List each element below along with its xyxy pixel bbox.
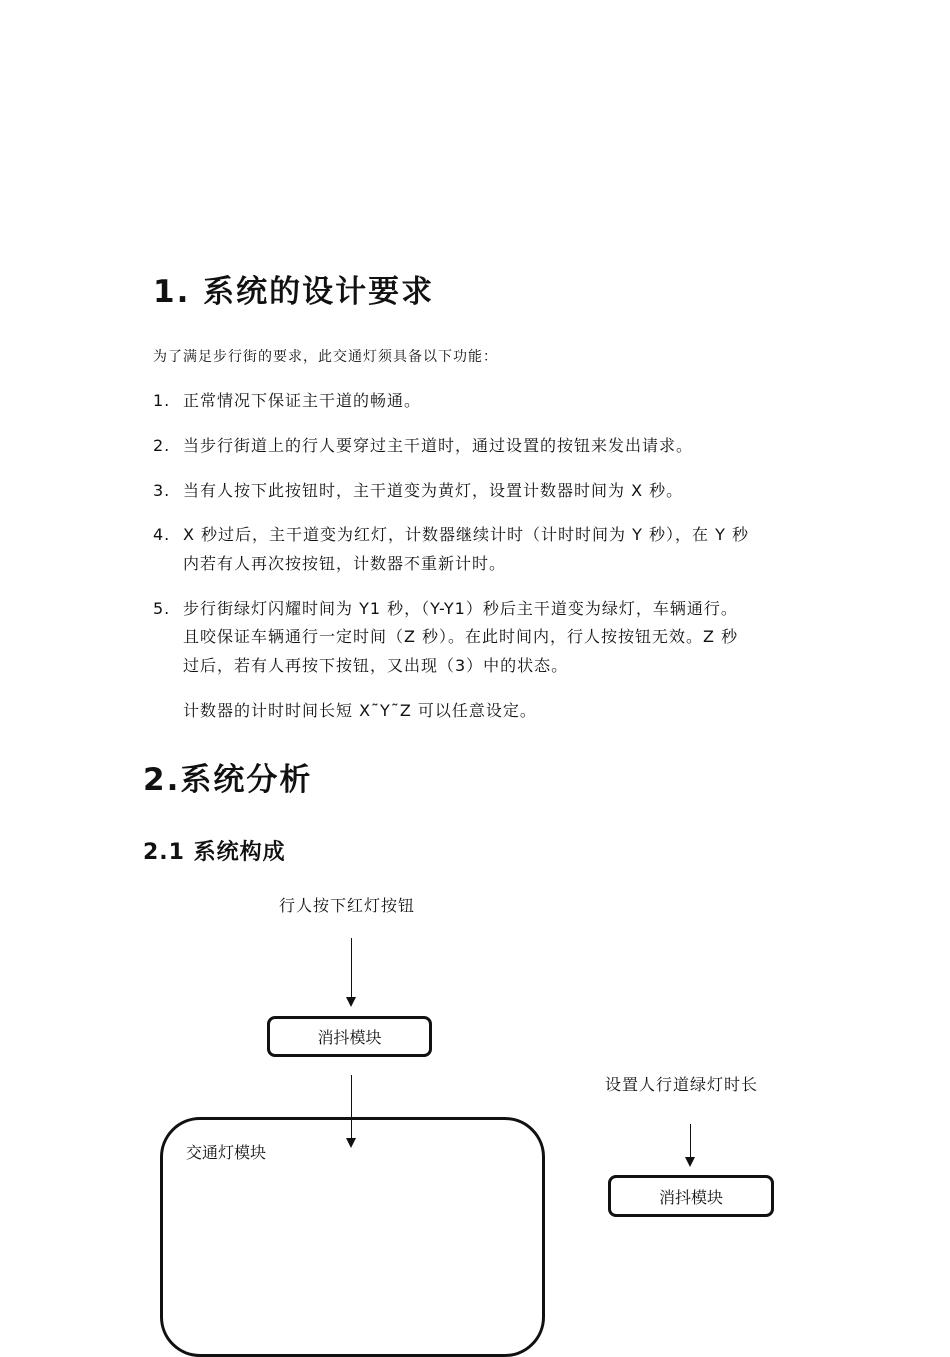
list-item-number: 2.	[153, 436, 171, 455]
section2-title: 2.系统分析	[143, 762, 313, 798]
list-item	[153, 478, 683, 501]
section2-1-title: 2.1 系统构成	[143, 840, 286, 865]
traffic-light-module-label: 交通灯模块	[186, 1143, 267, 1162]
list-item	[153, 388, 421, 411]
pedestrian-button-label: 行人按下红灯按钮	[279, 896, 416, 915]
arrow-head	[346, 997, 356, 1007]
debounce-module-1	[267, 1016, 432, 1057]
arrow-to-debounce1	[351, 938, 352, 998]
debounce-module-1-label: 消抖模块	[317, 1028, 382, 1047]
debounce-module-2	[608, 1175, 774, 1217]
list-item-number: 3.	[153, 481, 171, 500]
list-item-number: 1.	[153, 391, 171, 410]
list-item-continuation: 内若有人再次按按钮，计数器不重新计时。	[183, 554, 507, 573]
debounce-module-2-label: 消抖模块	[658, 1187, 723, 1207]
list-item-number: 5.	[153, 599, 171, 618]
list-item	[153, 433, 693, 456]
list-item-text: 正常情况下保证主干道的畅通。	[183, 391, 422, 410]
list-item-text: 当步行街道上的行人要穿过主干道时，通过设置的按钮来发出请求。	[183, 436, 694, 455]
list-item-text: 步行街绿灯闪耀时间为 Y1 秒，（Y-Y1）秒后主干道变为绿灯，车辆通行。	[183, 599, 738, 618]
section1-note: 计数器的计时时间长短 X˜Y˜Z 可以任意设定。	[183, 701, 537, 720]
arrow-to-debounce2	[690, 1124, 691, 1158]
list-item-number: 4.	[153, 525, 171, 544]
section1-intro: 为了满足步行街的要求，此交通灯须具备以下功能：	[153, 349, 498, 365]
section1-title: 1. 系统的设计要求	[153, 274, 435, 310]
arrow-head	[685, 1157, 695, 1167]
list-item-continuation: 且咬保证车辆通行一定时间（Z 秒）。在此时间内，行人按按钮无效。Z 秒	[183, 627, 739, 646]
list-item-continuation: 过后，若有人再按下按钮，又出现（3）中的状态。	[183, 656, 569, 675]
list-item-text: 当有人按下此按钮时，主干道变为黄灯，设置计数器时间为 X 秒。	[183, 481, 684, 500]
list-item-text: X 秒过后，主干道变为红灯，计数器继续计时（计时时间为 Y 秒），在 Y 秒	[183, 525, 749, 544]
list-item	[153, 522, 749, 545]
green-duration-setting-label: 设置人行道绿灯时长	[605, 1075, 759, 1094]
list-item	[153, 596, 738, 619]
